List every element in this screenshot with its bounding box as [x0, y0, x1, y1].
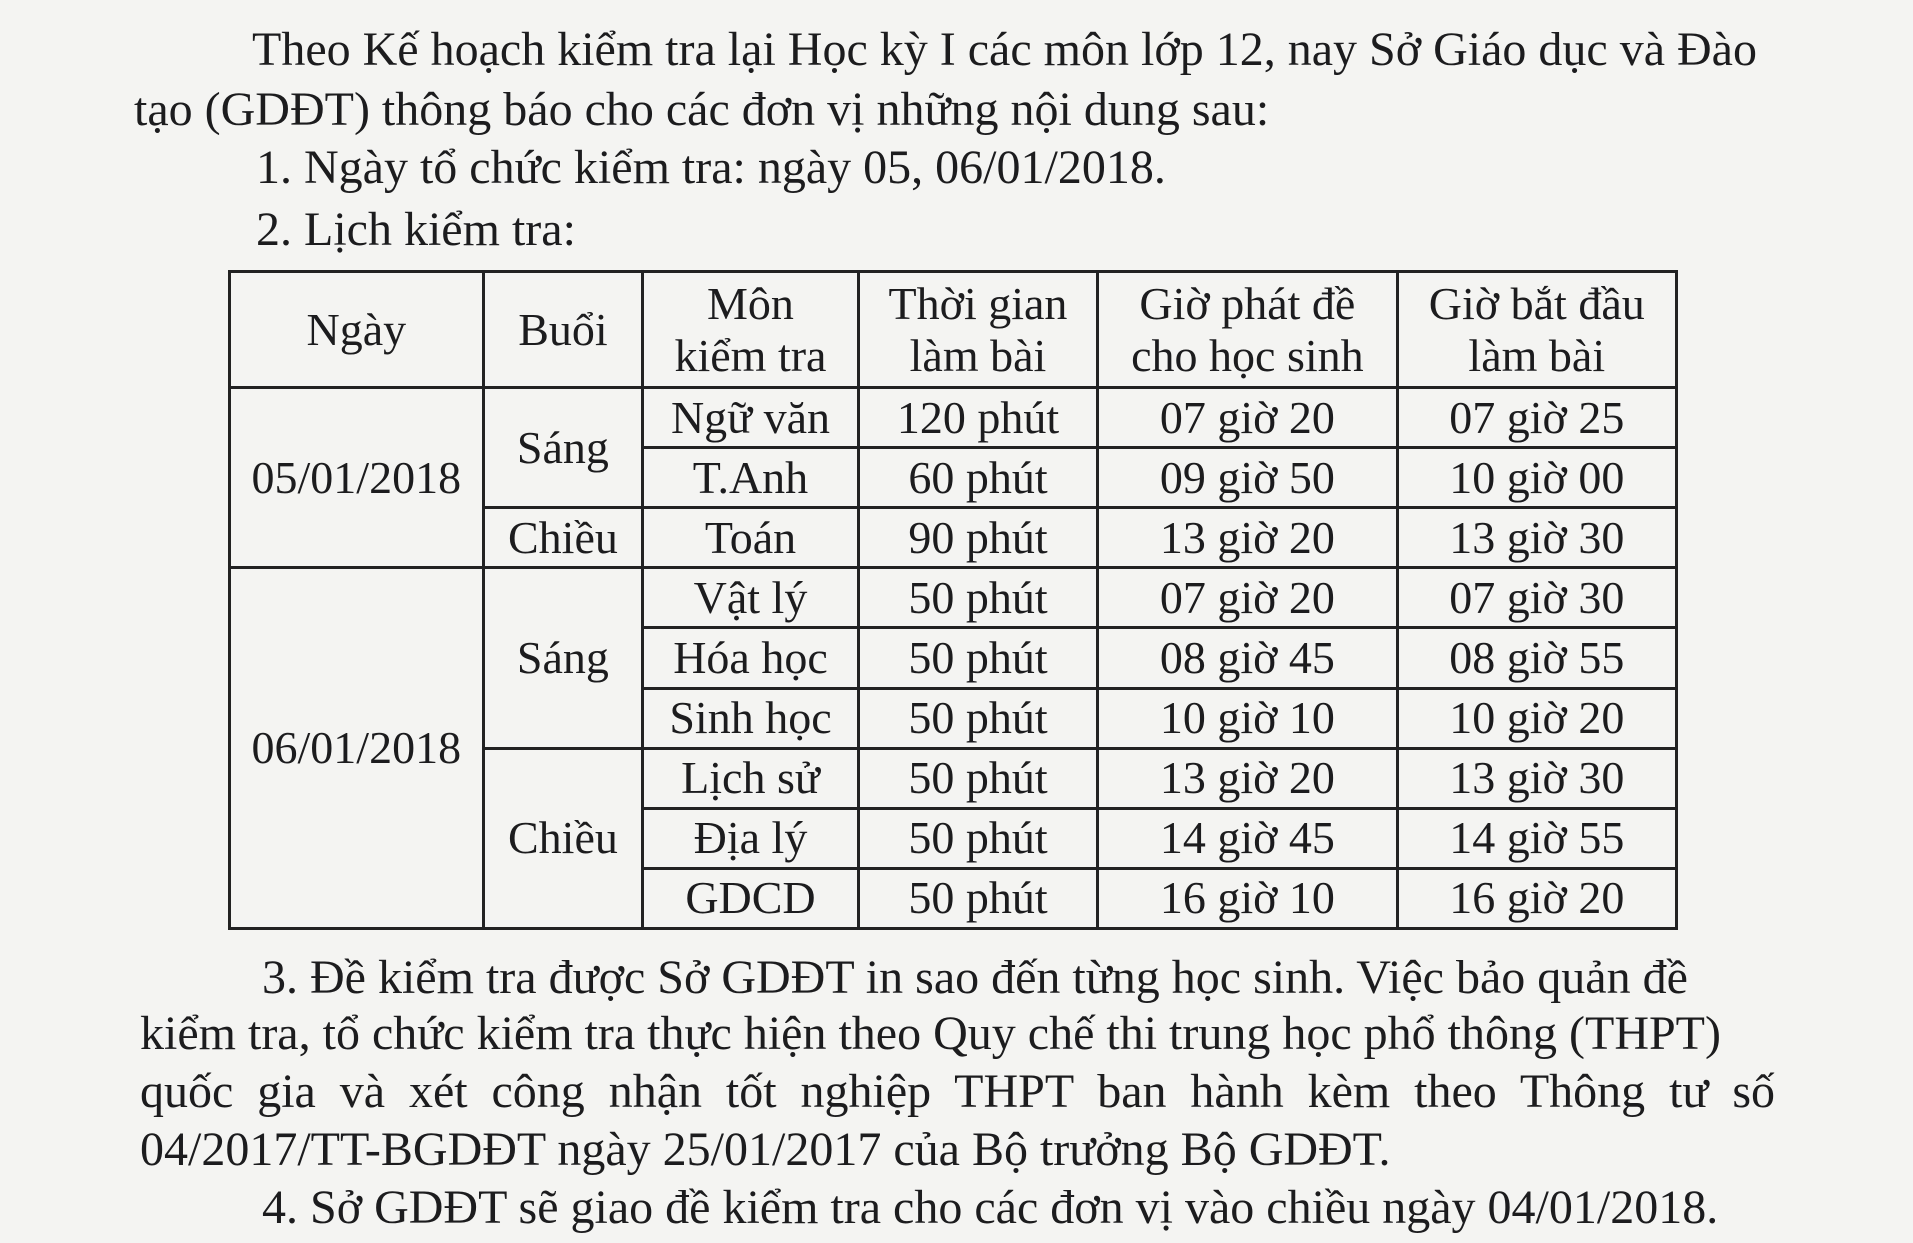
header-session: Buổi [483, 272, 643, 388]
handout-time-cell: 10 giờ 10 [1098, 688, 1397, 748]
intro-paragraph-line-1: Theo Kế hoạch kiểm tra lại Học kỳ I các môn lớp 12, nay Sở Giáo dục và Đào [252, 23, 1757, 76]
handout-time-cell: 08 giờ 45 [1098, 628, 1397, 688]
date-cell: 06/01/2018 [230, 568, 484, 929]
subject-cell: Ngữ văn [643, 388, 859, 448]
subject-cell: Vật lý [643, 568, 859, 628]
item-3-line-1: 3. Đề kiểm tra được Sở GDĐT in sao đến từng học sinh. Việc bảo quản đề [262, 951, 1688, 1004]
date-cell: 05/01/2018 [230, 388, 484, 568]
table-header-row [230, 272, 1677, 388]
subject-cell: Sinh học [643, 688, 859, 748]
table-row [230, 568, 1677, 628]
session-cell: Chiều [483, 748, 643, 928]
subject-cell: Lịch sử [643, 748, 859, 808]
duration-cell: 50 phút [858, 688, 1097, 748]
session-cell: Chiều [483, 508, 643, 568]
handout-time-cell: 09 giờ 50 [1098, 448, 1397, 508]
duration-cell: 90 phút [858, 508, 1097, 568]
duration-cell: 50 phút [858, 628, 1097, 688]
handout-time-cell: 16 giờ 10 [1098, 868, 1397, 928]
duration-cell: 50 phút [858, 748, 1097, 808]
session-cell: Sáng [483, 568, 643, 748]
item-3-line-3: quốc gia và xét công nhận tốt nghiệp THPT ban hành kèm theo Thông tư số [140, 1065, 1775, 1118]
start-time-cell: 07 giờ 25 [1397, 388, 1676, 448]
session-cell: Sáng [483, 388, 643, 508]
subject-cell: GDCD [643, 868, 859, 928]
exam-schedule-table [228, 270, 1678, 930]
handout-time-cell: 13 giờ 20 [1098, 508, 1397, 568]
start-time-cell: 08 giờ 55 [1397, 628, 1676, 688]
header-date: Ngày [230, 272, 484, 388]
duration-cell: 50 phút [858, 808, 1097, 868]
start-time-cell: 13 giờ 30 [1397, 748, 1676, 808]
intro-paragraph-line-2: tạo (GDĐT) thông báo cho các đơn vị những nội dung sau: [134, 83, 1270, 136]
handout-time-cell: 07 giờ 20 [1098, 388, 1397, 448]
header-duration: Thời gian làm bài [858, 272, 1097, 388]
table-row [230, 388, 1677, 448]
duration-cell: 50 phút [858, 868, 1097, 928]
item-2-schedule-heading: 2. Lịch kiểm tra: [256, 203, 576, 256]
handout-time-cell: 13 giờ 20 [1098, 748, 1397, 808]
item-3-line-2: kiểm tra, tổ chức kiểm tra thực hiện theo Quy chế thi trung học phổ thông (THPT) [140, 1007, 1721, 1060]
item-1-exam-dates: 1. Ngày tổ chức kiểm tra: ngày 05, 06/01/2018. [256, 141, 1166, 194]
handout-time-cell: 07 giờ 20 [1098, 568, 1397, 628]
start-time-cell: 10 giờ 00 [1397, 448, 1676, 508]
handout-time-cell: 14 giờ 45 [1098, 808, 1397, 868]
start-time-cell: 14 giờ 55 [1397, 808, 1676, 868]
subject-cell: Địa lý [643, 808, 859, 868]
duration-cell: 60 phút [858, 448, 1097, 508]
duration-cell: 120 phút [858, 388, 1097, 448]
subject-cell: T.Anh [643, 448, 859, 508]
header-subject: Môn kiểm tra [643, 272, 859, 388]
start-time-cell: 16 giờ 20 [1397, 868, 1676, 928]
subject-cell: Hóa học [643, 628, 859, 688]
header-handout-time: Giờ phát đề cho học sinh [1098, 272, 1397, 388]
header-start-time: Giờ bắt đầu làm bài [1397, 272, 1676, 388]
item-3-line-4: 04/2017/TT-BGDĐT ngày 25/01/2017 của Bộ trưởng Bộ GDĐT. [140, 1123, 1391, 1176]
start-time-cell: 13 giờ 30 [1397, 508, 1676, 568]
start-time-cell: 10 giờ 20 [1397, 688, 1676, 748]
duration-cell: 50 phút [858, 568, 1097, 628]
start-time-cell: 07 giờ 30 [1397, 568, 1676, 628]
subject-cell: Toán [643, 508, 859, 568]
item-4-delivery-note: 4. Sở GDĐT sẽ giao đề kiểm tra cho các đơn vị vào chiều ngày 04/01/2018. [262, 1181, 1719, 1234]
